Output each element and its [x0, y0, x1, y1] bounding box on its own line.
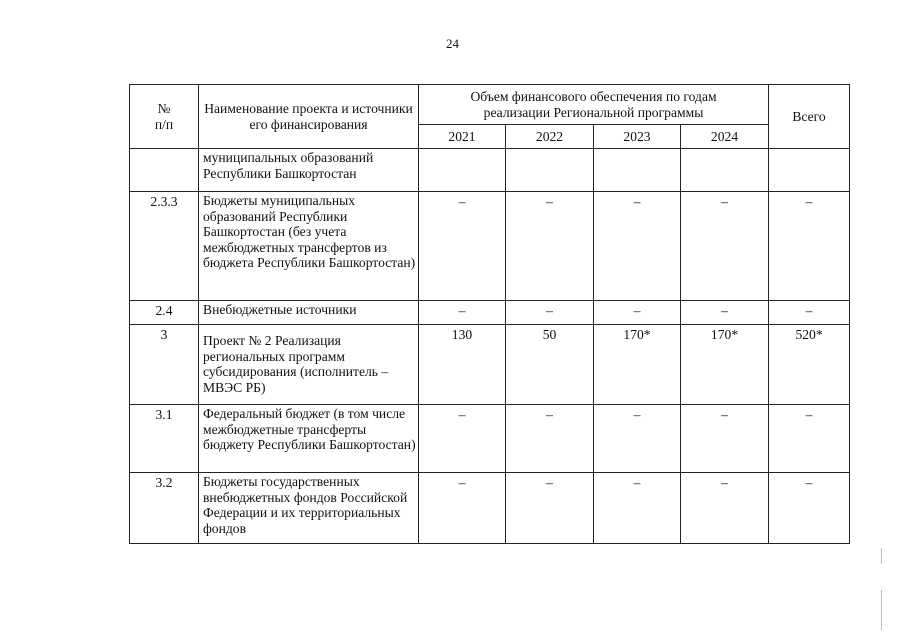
row-value: – — [419, 405, 506, 473]
row-total: – — [769, 301, 850, 325]
row-name: Федеральный бюджет (в том числе межбюджетные трансферты бюджету Республики Башкортостан) — [199, 405, 419, 473]
row-value: – — [681, 473, 769, 544]
row-value: – — [506, 192, 594, 301]
header-num: № п/п — [130, 85, 199, 149]
row-value — [681, 149, 769, 192]
scan-edge-mark — [881, 590, 882, 630]
table-row — [130, 325, 850, 405]
header-year: 2023 — [594, 125, 681, 149]
row-number: 2.4 — [130, 301, 199, 325]
row-value: – — [681, 301, 769, 325]
row-number: 3.1 — [130, 405, 199, 473]
row-value: – — [419, 473, 506, 544]
scan-edge-mark — [881, 548, 882, 564]
row-name: Бюджеты муниципальных образований Республики Башкортостан (без учета межбюджетных трансфертов из бюджета Республики Башкортостан) — [199, 192, 419, 301]
row-number: 3 — [130, 325, 199, 405]
row-total: – — [769, 192, 850, 301]
row-total — [769, 149, 850, 192]
table-row — [130, 192, 850, 301]
row-value: – — [594, 301, 681, 325]
header-name: Наименование проекта и источники его финансирования — [199, 85, 419, 149]
row-number — [130, 149, 199, 192]
row-value: 170* — [681, 325, 769, 405]
row-value: – — [681, 405, 769, 473]
row-value — [506, 149, 594, 192]
row-name: муниципальных образований Республики Башкортостан — [199, 149, 419, 192]
page-number: 24 — [446, 36, 459, 51]
row-value — [594, 149, 681, 192]
row-value: – — [594, 405, 681, 473]
header-year: 2024 — [681, 125, 769, 149]
row-name: Внебюджетные источники — [199, 301, 419, 325]
header-year: 2022 — [506, 125, 594, 149]
row-value: – — [419, 301, 506, 325]
row-value: – — [681, 192, 769, 301]
header-total: Всего — [769, 85, 850, 149]
row-value: – — [506, 405, 594, 473]
financing-table — [129, 84, 850, 544]
row-value: 170* — [594, 325, 681, 405]
row-name: Бюджеты государственных внебюджетных фондов Российской Федерации и их территориальных фондов — [199, 473, 419, 544]
row-total: – — [769, 473, 850, 544]
row-total: 520* — [769, 325, 850, 405]
row-value: – — [594, 192, 681, 301]
row-value: – — [506, 473, 594, 544]
header-year: 2021 — [419, 125, 506, 149]
row-total: – — [769, 405, 850, 473]
table-row — [130, 473, 850, 544]
table-row — [130, 405, 850, 473]
row-number: 2.3.3 — [130, 192, 199, 301]
row-value: 50 — [506, 325, 594, 405]
row-value: – — [419, 192, 506, 301]
header-funding: Объем финансового обеспечения по годам реализации Региональной программы — [419, 85, 769, 125]
table-row — [130, 149, 850, 192]
row-name: Проект № 2 Реализация региональных программ субсидирования (исполнитель – МВЭС РБ) — [199, 325, 419, 405]
table-row — [130, 301, 850, 325]
row-number: 3.2 — [130, 473, 199, 544]
row-value — [419, 149, 506, 192]
row-value: 130 — [419, 325, 506, 405]
row-value: – — [594, 473, 681, 544]
row-value: – — [506, 301, 594, 325]
